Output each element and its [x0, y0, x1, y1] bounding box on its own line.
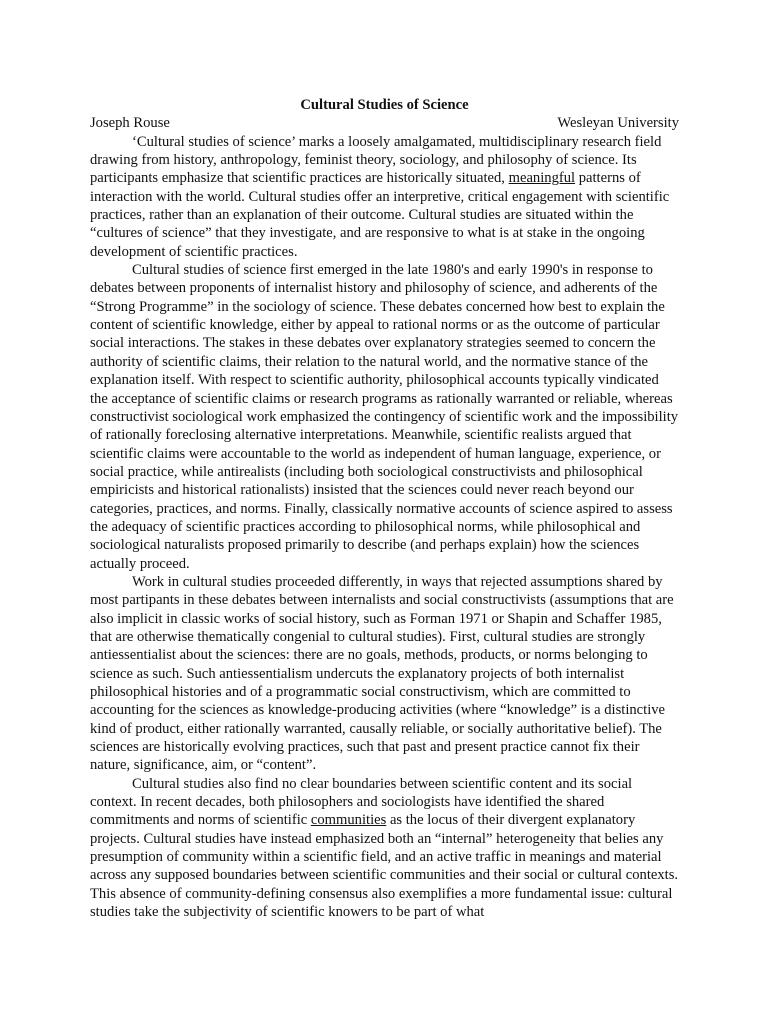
paragraph-1 — [90, 133, 679, 261]
paragraph-4-text-a: Cultural studies also find no clear boundaries between scientific content and its social context. In recent decades, both philosophers and sociologists have identified the shared commitments and norms of scientific — [90, 775, 633, 829]
paragraph-4 — [90, 775, 679, 922]
paragraph-2: Cultural studies of science first emerged in the late 1980's and early 1990's in response to debates between proponents of internalist history and philosophy of science, and adherents of the “Strong Programme” in the sociology of science. These debates concerned how best to explain the content of scientific knowledge, either by appeal to rational norms or as the outcome of particular social interactions. The stakes in these debates over explanatory strategies seemed to concern the authority of scientific claims, their relation to the natural world, and the normative stance of the explanation itself. With respect to scientific authority, philosophical accounts typically vindicated the acceptance of scientific claims or research programs as rationally warranted or reliable, whereas constructivist sociological work emphasized the contingency of scientific work and the impossibility of rationally foreclosing alternative interpretations. Meanwhile, scientific realists argued that scientific claims were accountable to the world as independent of human language, experience, or social practice, while antirealists (including both sociological constructivists and philosophical empiricists and historical rationalists) insisted that the sciences could never reach beyond our categories, practices, and norms. Finally, classically normative accounts of science aspired to assess the adequacy of scientific practices according to philosophical norms, while philosophical and sociological naturalists proposed primarily to describe (and perhaps explain) how the sciences actually proceed. — [90, 262, 679, 572]
byline — [90, 114, 679, 132]
document-page — [90, 96, 679, 921]
paragraph-1-text-a: ‘Cultural studies of science’ marks a loosely amalgamated, multidisciplinary research field drawing from history, anthropology, feminist theory, sociology, and philosophy of science. Its participants emphasize that scientific practices are historically situated, — [90, 133, 662, 187]
document-title: Cultural Studies of Science — [300, 97, 469, 113]
paragraph-1-text-b: patterns of interaction with the world. Cultural studies offer an interpretive, critical engagement with scientific practices, rather than an explanation of their outcome. Cultural studies are situated within the “cultures of science” that they investigate, and are responsive to what is at stake in the ongoing development of scientific practices. — [90, 170, 670, 260]
paragraph-3: Work in cultural studies proceeded differently, in ways that rejected assumptions shared by most partipants in these debates between internalists and social constructivists (assumptions that are also implicit in classic works of social history, such as Forman 1971 or Shapin and Schaffer 1985, that are otherwise thematically congenial to cultural studies). First, cultural studies are strongly antiessentialist about the sciences: there are no goals, methods, products, or norms belonging to science as such. Such antiessentialism undercuts the explanatory projects of both internalist philosophical histories and of a programmatic social constructivism, which are committed to accounting for the sciences as knowledge-producing activities (where “knowledge” is a distinctive kind of product, either rationally warranted, causally reliable, or socially authoritative belief). The sciences are historically evolving practices, such that past and present practice cannot fix their nature, significance, aim, or “content”. — [90, 573, 674, 774]
author-affiliation: Wesleyan University — [557, 115, 679, 132]
underlined-word-communities: communities — [310, 812, 387, 829]
paragraph-4-text-b: as the locus of their divergent explanatory projects. Cultural studies have instead emphasized both an “internal” heterogeneity that belies any presumption of community within a scientific field, and an active traffic in meanings and material across any supposed boundaries between scientific communities and their social or cultural contexts. This absence of community-defining consensus also exemplifies a more fundamental issue: cultural studies take the subjectivity of scientific knowers to be part of what — [90, 812, 679, 921]
author-name: Joseph Rouse — [90, 115, 170, 132]
underlined-word-meaningful: meaningful — [508, 170, 576, 187]
